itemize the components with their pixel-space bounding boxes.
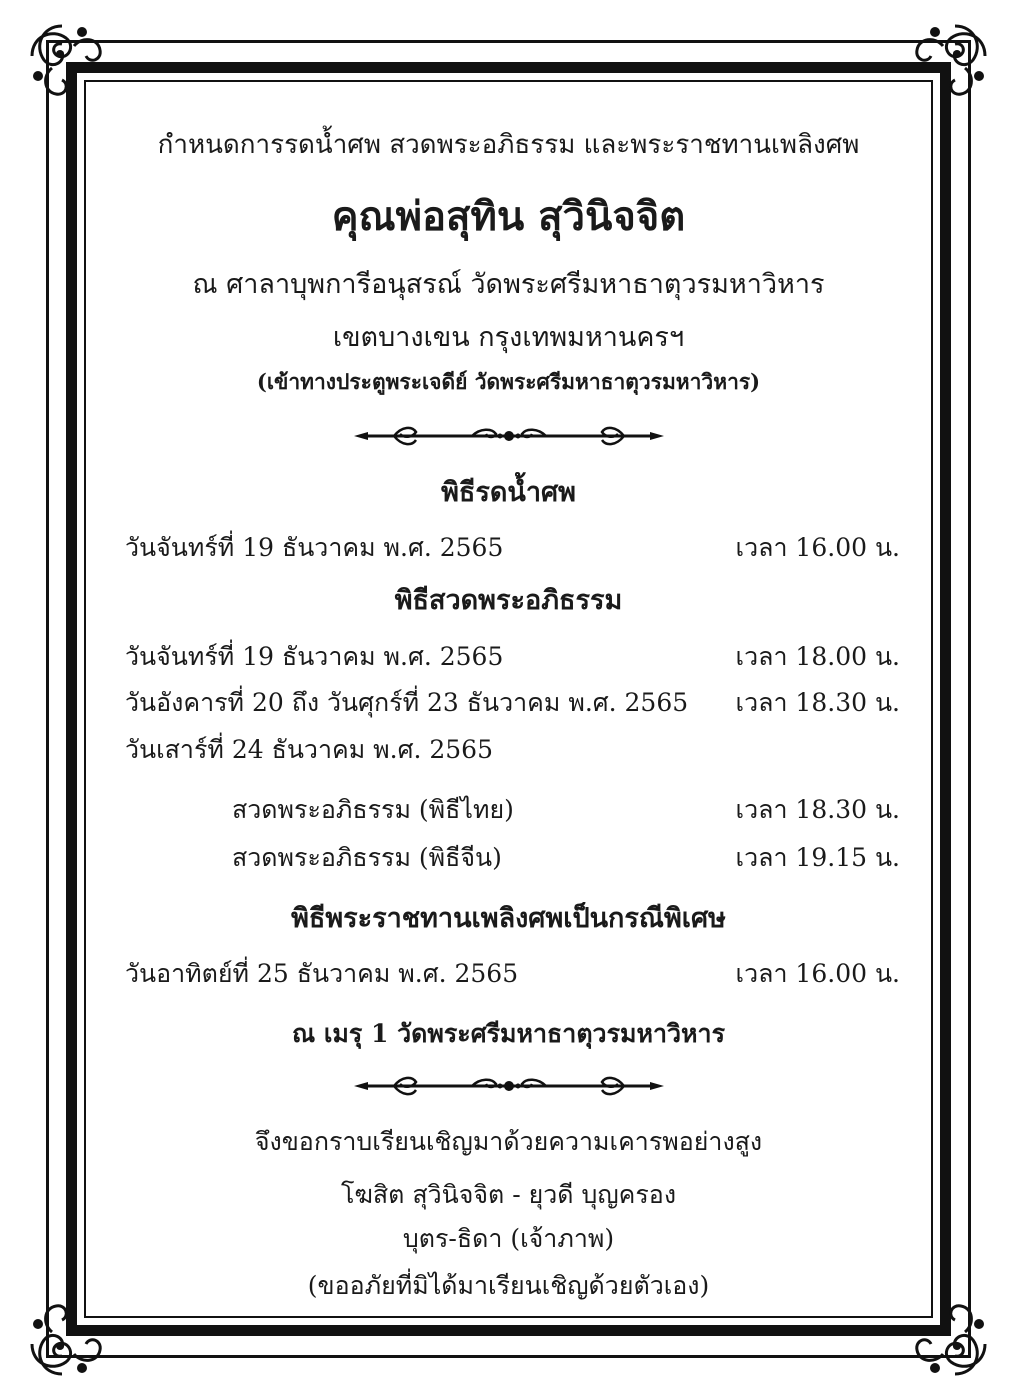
schedule-date: วันจันทร์ที่ 19 ธันวาคม พ.ศ. 2565	[125, 533, 504, 562]
schedule-time: เวลา 16.00 น.	[735, 533, 900, 562]
schedule-time: เวลา 18.30 น.	[735, 795, 900, 824]
apology-note: (ขออภัยที่มิได้มาเรียนเชิญด้วยตัวเอง)	[307, 1271, 710, 1300]
section-title-chanting: พิธีสวดพระอภิธรรม	[394, 585, 623, 616]
document-header: กำหนดการรดน้ำศพ สวดพระอภิธรรม และพระราชทานเพลิงศพ	[157, 130, 860, 160]
invitation-text: จึงขอกราบเรียนเชิญมาด้วยความเคารพอย่างสูง	[254, 1127, 763, 1156]
corner-scroll-ornament-top-right	[899, 16, 995, 112]
schedule-date: วันอังคารที่ 20 ถึง วันศุกร์ที่ 23 ธันวาคม พ.ศ. 2565	[125, 688, 689, 717]
schedule-time: เวลา 16.00 น.	[735, 959, 900, 988]
section-title-cremation: พิธีพระราชทานเพลิงศพเป็นกรณีพิเศษ	[291, 903, 726, 934]
cremation-place: ณ เมรุ 1 วัดพระศรีมหาธาตุวรมหาวิหาร	[291, 1019, 726, 1048]
host-relation: บุตร-ธิดา (เจ้าภาพ)	[402, 1224, 615, 1253]
ceremony-type: สวดพระอภิธรรม (พิธีไทย)	[232, 795, 514, 824]
divider-ornament	[354, 424, 664, 448]
schedule-time: เวลา 18.00 น.	[735, 642, 900, 671]
schedule-time: เวลา 18.30 น.	[735, 688, 900, 717]
ceremony-type: สวดพระอภิธรรม (พิธีจีน)	[232, 843, 502, 872]
divider-ornament	[354, 1074, 664, 1098]
section-title-bathing: พิธีรดน้ำศพ	[441, 477, 576, 508]
schedule-date: วันเสาร์ที่ 24 ธันวาคม พ.ศ. 2565	[125, 735, 493, 764]
venue-line-2: เขตบางเขน กรุงเทพมหานครฯ	[332, 322, 685, 353]
schedule-date: วันจันทร์ที่ 19 ธันวาคม พ.ศ. 2565	[125, 642, 504, 671]
host-names: โฆสิต สุวินิจจิต - ยุวดี บุญครอง	[340, 1180, 677, 1209]
schedule-time: เวลา 19.15 น.	[735, 843, 900, 872]
corner-scroll-ornament-top-left	[22, 16, 118, 112]
venue-line-1: ณ ศาลาบุพการีอนุสรณ์ วัดพระศรีมหาธาตุวรมหาวิหาร	[192, 269, 825, 300]
deceased-name: คุณพ่อสุทิน สุวินิจจิต	[331, 193, 686, 240]
schedule-date: วันอาทิตย์ที่ 25 ธันวาคม พ.ศ. 2565	[125, 959, 519, 988]
venue-entrance-note: (เข้าทางประตูพระเจดีย์ วัดพระศรีมหาธาตุวรมหาวิหาร)	[256, 369, 761, 394]
